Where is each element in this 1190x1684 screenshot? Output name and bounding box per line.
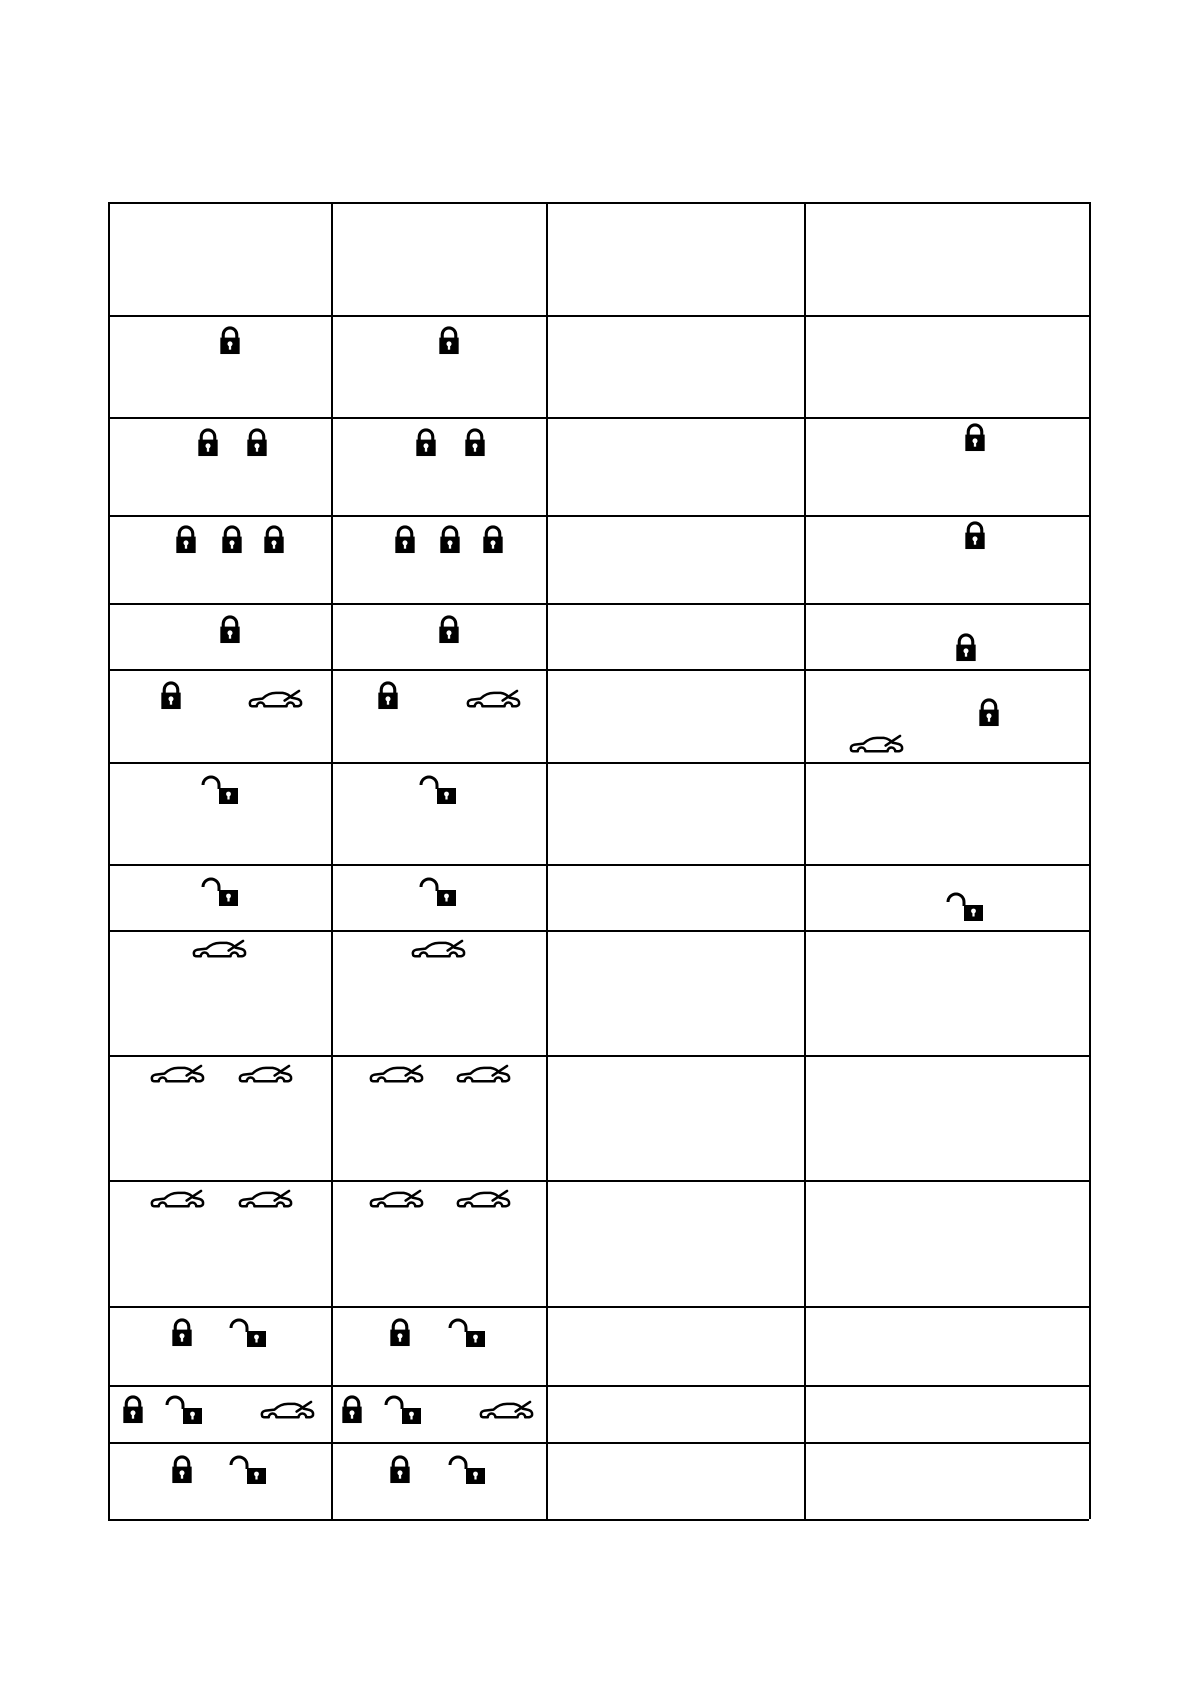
lock-icon [160, 681, 182, 710]
lock-icon [175, 525, 197, 554]
unlock-icon [447, 1455, 487, 1485]
table-column-rule [804, 202, 806, 1519]
unlock-icon [228, 1318, 268, 1348]
car-trunk-icon [454, 1064, 512, 1089]
table-column-rule [1089, 202, 1091, 1519]
unlock-icon [418, 877, 458, 907]
lock-icon [464, 428, 486, 457]
unlock-icon [200, 877, 240, 907]
lock-icon [389, 1455, 411, 1484]
lock-icon [439, 525, 461, 554]
car-trunk-icon [246, 689, 304, 714]
table-row-rule [108, 417, 1089, 419]
lock-icon [219, 326, 241, 355]
unlock-icon [228, 1455, 268, 1485]
lock-icon [955, 633, 977, 662]
table-row-rule [108, 1442, 1089, 1444]
table-row-rule [108, 515, 1089, 517]
lock-icon [438, 615, 460, 644]
lock-icon [197, 428, 219, 457]
car-trunk-icon [236, 1064, 294, 1089]
lock-icon [221, 525, 243, 554]
lock-icon [122, 1395, 144, 1424]
lock-icon [438, 326, 460, 355]
table-row-rule [108, 1385, 1089, 1387]
car-trunk-icon [367, 1064, 425, 1089]
lock-icon [978, 698, 1000, 727]
unlock-icon [945, 892, 985, 922]
lock-icon [415, 428, 437, 457]
lock-icon [964, 521, 986, 550]
unlock-icon [418, 775, 458, 805]
table-row-rule [108, 1055, 1089, 1057]
lock-icon [377, 681, 399, 710]
lock-icon [394, 525, 416, 554]
table-row-rule [108, 315, 1089, 317]
table-row-rule [108, 1519, 1089, 1521]
unlock-icon [383, 1395, 423, 1425]
car-trunk-icon [367, 1189, 425, 1214]
table-row-rule [108, 1306, 1089, 1308]
lock-icon [482, 525, 504, 554]
lock-icon [964, 423, 986, 452]
car-trunk-icon [190, 939, 248, 964]
lock-icon [219, 615, 241, 644]
unlock-icon [447, 1318, 487, 1348]
car-trunk-icon [454, 1189, 512, 1214]
car-trunk-icon [148, 1189, 206, 1214]
table-row-rule [108, 930, 1089, 932]
table-row-rule [108, 669, 1089, 671]
car-trunk-icon [464, 689, 522, 714]
lock-icon [171, 1455, 193, 1484]
car-trunk-icon [148, 1064, 206, 1089]
icon-table [108, 202, 1089, 1519]
unlock-icon [164, 1395, 204, 1425]
car-trunk-icon [409, 939, 467, 964]
car-trunk-icon [258, 1400, 316, 1425]
unlock-icon [200, 775, 240, 805]
table-row-rule [108, 1180, 1089, 1182]
table-row-rule [108, 864, 1089, 866]
lock-icon [263, 525, 285, 554]
lock-icon [341, 1395, 363, 1424]
table-row-rule [108, 202, 1089, 204]
car-trunk-icon [477, 1400, 535, 1425]
lock-icon [246, 428, 268, 457]
table-row-rule [108, 762, 1089, 764]
car-trunk-icon [236, 1189, 294, 1214]
car-trunk-icon [847, 734, 905, 759]
lock-icon [389, 1318, 411, 1347]
table-column-rule [331, 202, 333, 1519]
lock-icon [171, 1318, 193, 1347]
table-column-rule [546, 202, 548, 1519]
table-row-rule [108, 603, 1089, 605]
table-column-rule [108, 202, 110, 1519]
